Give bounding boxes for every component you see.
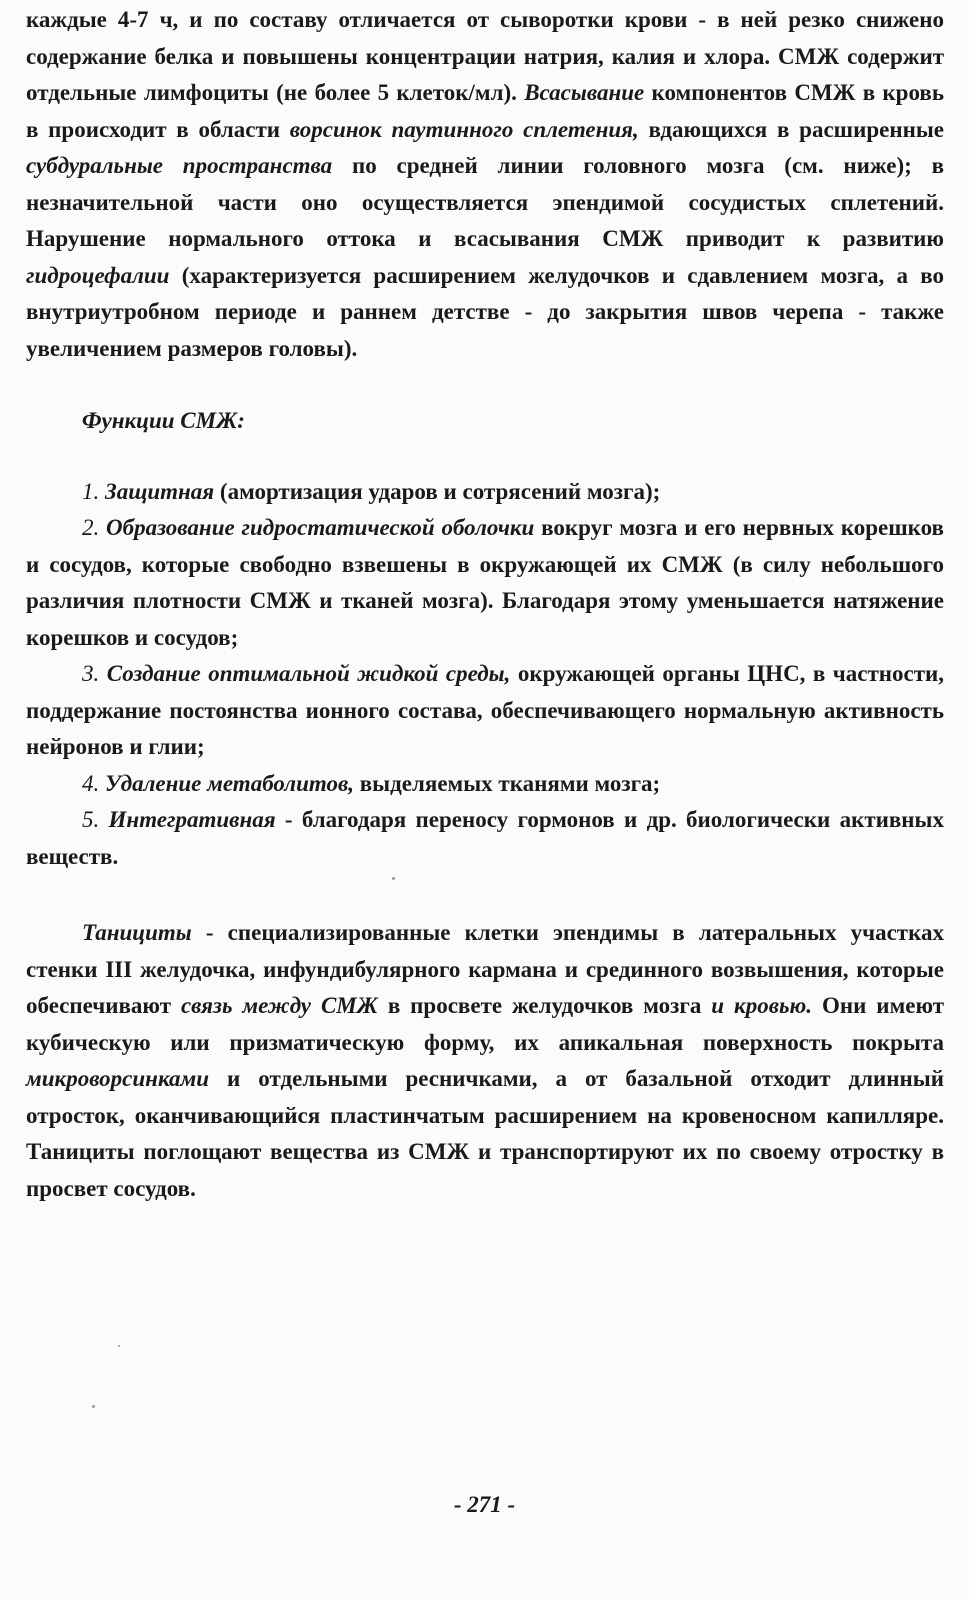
function-name: Образование гидростатической оболочки: [106, 515, 535, 540]
page-number: - 271 -: [453, 1492, 516, 1517]
term-hydrocephalus: гидроцефалии: [26, 262, 170, 288]
term-blood: и кровью.: [711, 993, 813, 1018]
scan-speck: [92, 1405, 95, 1408]
function-item: 3. Создание оптимальной жидкой среды, окружающей органы ЦНС, в частности, поддержание постоянства ионного состава, обеспечивающего нормальную активность нейронов и глии;: [26, 661, 945, 759]
term-subdural-spaces: субдуральные пространства: [26, 153, 333, 178]
scan-speck: [392, 877, 395, 880]
function-item: 4. Удаление метаболитов, выделяемых тканями мозга;: [82, 770, 661, 796]
function-name: Интегративная: [108, 807, 276, 832]
text-column: [26, 2, 944, 1207]
function-item: 2. Образование гидростатической оболочки вокруг мозга и его нервных корешков и сосудов, которые свободно взвешены в окружающей их СМЖ (в силу небольшого различия плотности СМЖ и тканей мозга). Благодаря этому уменьшается натяжение корешков и сосудов;: [26, 515, 944, 650]
function-name: Удаление метаболитов,: [105, 770, 355, 796]
section-gap: [26, 875, 944, 915]
scan-speck: [118, 1345, 120, 1347]
function-name: Создание оптимальной жидкой среды,: [106, 661, 511, 686]
term-arachnoid-villi: ворсинок паутинного сплетения,: [289, 116, 639, 142]
function-item: 1. Защитная (амортизация ударов и сотрясений мозга);: [82, 478, 661, 504]
paragraph-csf-absorption: каждые 4-7 ч, и по составу отличается от сыворотки крови - в ней резко снижено содержание белка и повышены концентрации натрия, калия и хлора. СМЖ содержит отдельные лимфоциты (не более 5 клеток/мл). Всасывание компонентов СМЖ в кровь в происходит в области ворсинок паутинного сплетения, вдающихся в расширенные субдуральные пространства по средней линии головного мозга (см. ниже); в незначительной части оно осуществляется эпендимой сосудистых сплетений. Нарушение нормального оттока и всасывания СМЖ приводит к развитию гидроцефалии (характеризуется расширением желудочков и сдавлением мозга, а во внутриутробном периоде и раннем детстве - до закрытия швов черепа - также увеличением размеров головы).: [26, 7, 945, 361]
term-tanycytes: Танициты: [82, 920, 192, 945]
term-absorption: Всасывание: [524, 80, 645, 105]
paragraph-tanycytes: Танициты - специализированные клетки эпендимы в латеральных участках стенки III желудочка, инфундибулярного кармана и срединного возвышения, которые обеспечивают связь между СМЖ в просвете желудочков мозга и кровью. Они имеют кубическую или призматическую форму, их апикальная поверхность покрыта микроворсинками и отдельными ресничками, а от базальной отходит длинный отросток, оканчивающийся пластинчатым расширением на кровеносном капилляре. Танициты поглощают вещества из СМЖ и транспортируют их по своему отростку в просвет сосудов.: [26, 920, 945, 1201]
function-item: 5. Интегративная - благодаря переносу гормонов и др. биологически активных веществ.: [26, 807, 944, 869]
functions-heading: Функции СМЖ:: [82, 408, 245, 433]
term-csf-blood-link: связь между СМЖ: [180, 993, 378, 1018]
function-name: Защитная: [105, 478, 215, 504]
term-microvilli: микроворсинками: [26, 1066, 210, 1091]
